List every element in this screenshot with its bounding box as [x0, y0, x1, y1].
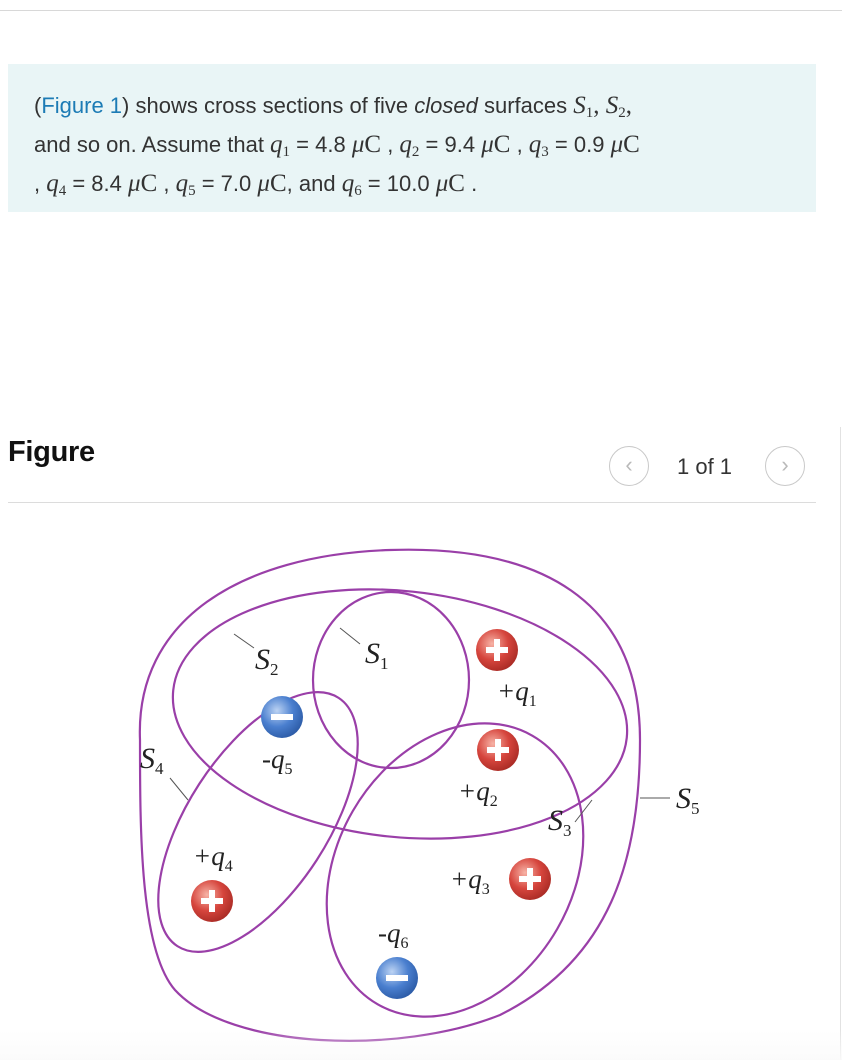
- chevron-left-icon: ‹: [625, 452, 633, 477]
- figure-page-indicator: 1 of 1: [677, 454, 733, 479]
- label-s2: $S_2$: [255, 643, 279, 679]
- surface-s1-symbol: $S_1$: [573, 92, 594, 121]
- chevron-right-icon: ›: [781, 452, 789, 477]
- label-q3: $+q_3$: [450, 864, 490, 898]
- surface-s2-symbol: $S_2$: [605, 92, 626, 121]
- figure-link[interactable]: Figure 1: [41, 93, 123, 118]
- charge-q5: [261, 696, 303, 738]
- problem-line-1: (Figure 1) shows cross sections of five closed surfaces $S_1$, $S_2$,: [34, 92, 632, 121]
- problem-line-2: and so on. Assume that $q_1 = 4.8$ μC , $q_2 = 9.4$ μC , $q_3 = 0.9$ μC: [34, 131, 640, 160]
- figure-heading: Figure: [8, 436, 95, 468]
- figure-fade: [0, 1030, 842, 1060]
- label-q4: $+q_4$: [193, 841, 233, 875]
- label-s3: $S_3$: [548, 804, 572, 840]
- charge-q1: [476, 629, 518, 671]
- label-q1: $+q_1$: [497, 676, 537, 710]
- q1-symbol: $q_1$: [270, 131, 291, 160]
- label-s4: $S_4$: [140, 742, 164, 778]
- surface-s4: [119, 660, 398, 984]
- label-q6: $-q_6$: [378, 918, 409, 952]
- q5-symbol: $q_5$: [175, 170, 196, 199]
- charge-q3: [509, 858, 551, 900]
- q4-symbol: $q_4$: [46, 170, 67, 199]
- q3-symbol: $q_3$: [528, 131, 549, 160]
- surface-s1: [313, 592, 469, 768]
- charge-q2: [477, 729, 519, 771]
- surface-s2: [160, 568, 639, 860]
- charge-q6: [376, 957, 418, 999]
- label-s1: $S_1$: [365, 637, 389, 673]
- label-s5: $S_5$: [676, 782, 700, 818]
- problem-line-3: , $q_4 = 8.4$ μC , $q_5 = 7.0$ μC, and $q_6 = 10.0$ μC .: [34, 170, 478, 199]
- label-q2: $+q_2$: [458, 776, 498, 810]
- q2-symbol: $q_2$: [399, 131, 420, 160]
- q6-symbol: $q_6$: [341, 170, 362, 199]
- label-q5: $-q_5$: [262, 744, 293, 778]
- charge-q4: [191, 880, 233, 922]
